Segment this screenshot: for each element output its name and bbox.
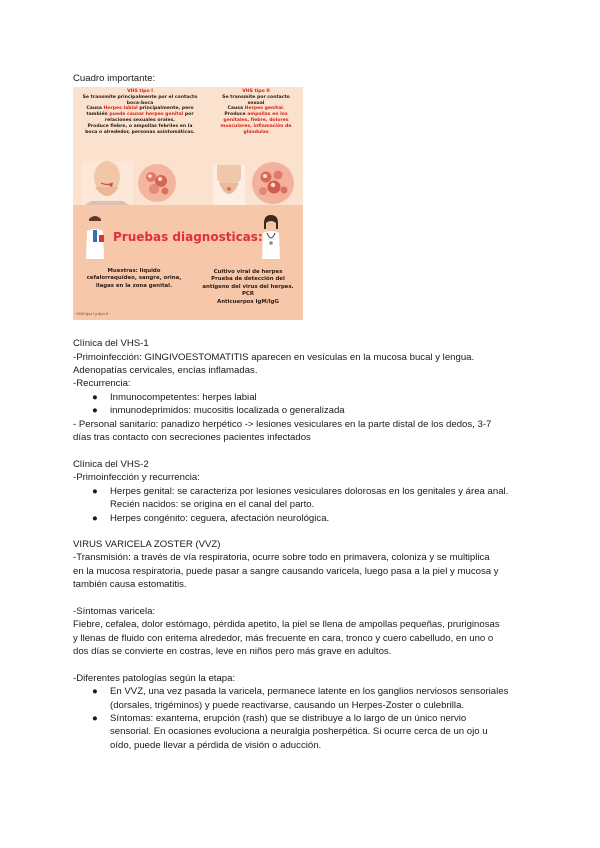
samples-line: llagas en la zona genital. xyxy=(95,282,173,289)
vhs1-text: Causa xyxy=(86,106,104,112)
list-item-text: Herpes genital: se caracteriza por lesiones vesiculares dolorosas en los genitales y área anal. xyxy=(110,486,509,497)
tests-line: antígeno del virus del herpes. xyxy=(202,283,294,290)
vvz-paragraph-line: -Transmisión: a través de vía respiratoria, ocurre sobre todo en primavera, coloniza y se multiplica xyxy=(73,552,490,563)
vhs2-paragraph-line: -Primoinfección y recurrencia: xyxy=(73,472,200,483)
symptoms-line: Fiebre, cefalea, dolor estómago, pérdida apetito, la piel se llena de ampollas pequeñas, pruriginosas xyxy=(73,619,500,630)
face-illustration xyxy=(81,161,133,205)
vhs1-paragraph-line: - Personal sanitario: panadizo herpético -> lesiones vesiculares en la parte distal de los dedos, 3-7 xyxy=(73,419,492,430)
list-item-text: inmunodeprimidos: mucositis localizada o generalizada xyxy=(110,405,345,416)
vhs2-text: Causa xyxy=(227,106,245,112)
bullet-icon: ● xyxy=(92,513,98,524)
vhs2-line: sexual xyxy=(247,100,265,106)
bullet-icon: ● xyxy=(92,405,98,416)
vhs1-highlight: Herpes labial xyxy=(103,106,138,112)
lip-blister-closeup xyxy=(137,163,177,203)
vhs2-title: VHS tipo II xyxy=(242,89,270,94)
vhs1-section-title: Clínica del VHS-1 xyxy=(73,338,149,349)
list-item-continuation: Recién nacidos: se origina en el canal del parto. xyxy=(110,499,315,510)
vhs2-highlight: ampollas en los xyxy=(247,112,288,118)
vhs1-text: también xyxy=(86,112,110,118)
bullet-icon: ● xyxy=(92,392,98,403)
tests-line: PCR xyxy=(241,291,255,298)
vhs2-line: musculares, inflamación de xyxy=(220,123,292,129)
vhs1-line: relaciones sexuales orales. xyxy=(104,117,176,123)
list-item-text: En VVZ, una vez pasada la varicela, permanece latente en los ganglios nerviosos sensoriales xyxy=(110,686,509,697)
genital-blister-closeup xyxy=(251,161,295,205)
vhs1-paragraph-line: -Primoinfección: GINGIVOESTOMATITIS aparecen en vesículas en la mucosa bucal y lengua. xyxy=(73,352,475,363)
herpes-infographic xyxy=(73,87,303,320)
tests-line: Anticuerpos IgM/IgG xyxy=(217,298,279,305)
vhs1-paragraph-line: días tras contacto con secreciones pacientes infectados xyxy=(73,432,311,443)
vhs2-line: genitales, fiebre, dolores xyxy=(223,117,289,123)
infographic-footer: VHS tipo I y tipo II xyxy=(76,311,109,316)
tests-line: Cultivo viral de herpes xyxy=(213,269,283,275)
vvz-paragraph-line: en la mucosa respiratoria, puede pasar a sangre causando varicela, luego pasa a la piel y mucosa y xyxy=(73,566,499,577)
samples-text-block xyxy=(78,268,190,290)
symptoms-heading: -Síntomas varicela: xyxy=(73,606,156,617)
bullet-icon: ● xyxy=(92,686,98,697)
samples-line: cefalorraquídeo, sangre, orina, xyxy=(86,275,182,282)
vvz-paragraph-line: también causa estomatitis. xyxy=(73,579,187,590)
symptoms-line: dos días se convierte en costras, leve en niños pero más grave en adultos. xyxy=(73,646,392,657)
list-item-continuation: (dorsales, trigéminos) y puede reactivarse, causando un Herpes-Zoster o culebrilla. xyxy=(110,700,465,711)
vvz-section-title: VIRUS VARICELA ZOSTER (VVZ) xyxy=(73,539,221,550)
vhs2-highlight: Herpes genital. xyxy=(244,106,285,112)
genital-area-illustration xyxy=(213,165,245,205)
vhs2-line: Se transmite por contacto xyxy=(222,94,290,100)
vhs2-line: glándulas xyxy=(243,129,269,135)
vhs1-paragraph-line: -Recurrencia: xyxy=(73,378,131,389)
bullet-icon: ● xyxy=(92,713,98,724)
samples-line: Muestras: liquido xyxy=(107,268,161,274)
doctor-illustration xyxy=(83,215,107,259)
vhs1-text: principalmente, pero xyxy=(137,106,194,112)
vhs1-line: boca-boca xyxy=(126,100,154,106)
vhs2-text: Produce xyxy=(224,112,248,118)
tests-line: Prueba de detección del xyxy=(211,276,285,283)
vhs1-line: Se transmite principalmente por el contacto xyxy=(82,94,198,100)
list-item-text: Síntomas: exantema, erupción (rash) que se distribuye a lo largo de un único nervio xyxy=(110,713,467,724)
pathologies-heading: -Diferentes patologías según la etapa: xyxy=(73,673,236,684)
vhs1-text-block xyxy=(76,89,204,135)
vhs1-text: por xyxy=(183,112,194,118)
vhs1-title: VHS tipo I xyxy=(127,89,153,94)
vhs2-section-title: Clínica del VHS-2 xyxy=(73,459,149,470)
vhs1-line: Produce fiebre, o ampollas febriles en la xyxy=(87,123,193,129)
section-heading: Cuadro importante: xyxy=(73,73,156,84)
vhs1-line: boca o alrededor, personas asintomáticas. xyxy=(85,129,195,135)
vhs1-highlight: puede causar herpes genital xyxy=(109,112,184,118)
bullet-icon: ● xyxy=(92,486,98,497)
diagnostic-tests-banner: Pruebas diagnosticas: xyxy=(113,230,263,244)
symptoms-line: y llenas de fluido con eritema alrededor, más frecuente en cara, tronco y cuero cabelludo, en uno o xyxy=(73,633,494,644)
list-item-continuation: sensorial. En ocasiones evoluciona a neuralgia posherpética. Si ocurre cerca de un ojo u xyxy=(110,726,488,737)
vhs2-text-block xyxy=(211,89,301,135)
vhs1-paragraph-line: Adenopatías cervicales, encías inflamadas. xyxy=(73,365,258,376)
list-item-text: Inmunocompetentes: herpes labial xyxy=(110,392,257,403)
list-item-text: Herpes congénito: ceguera, afectación neurológica. xyxy=(110,513,330,524)
list-item-continuation: oído, puede llevar a pérdida de visión o aducción. xyxy=(110,740,322,751)
tests-text-block xyxy=(195,269,301,306)
